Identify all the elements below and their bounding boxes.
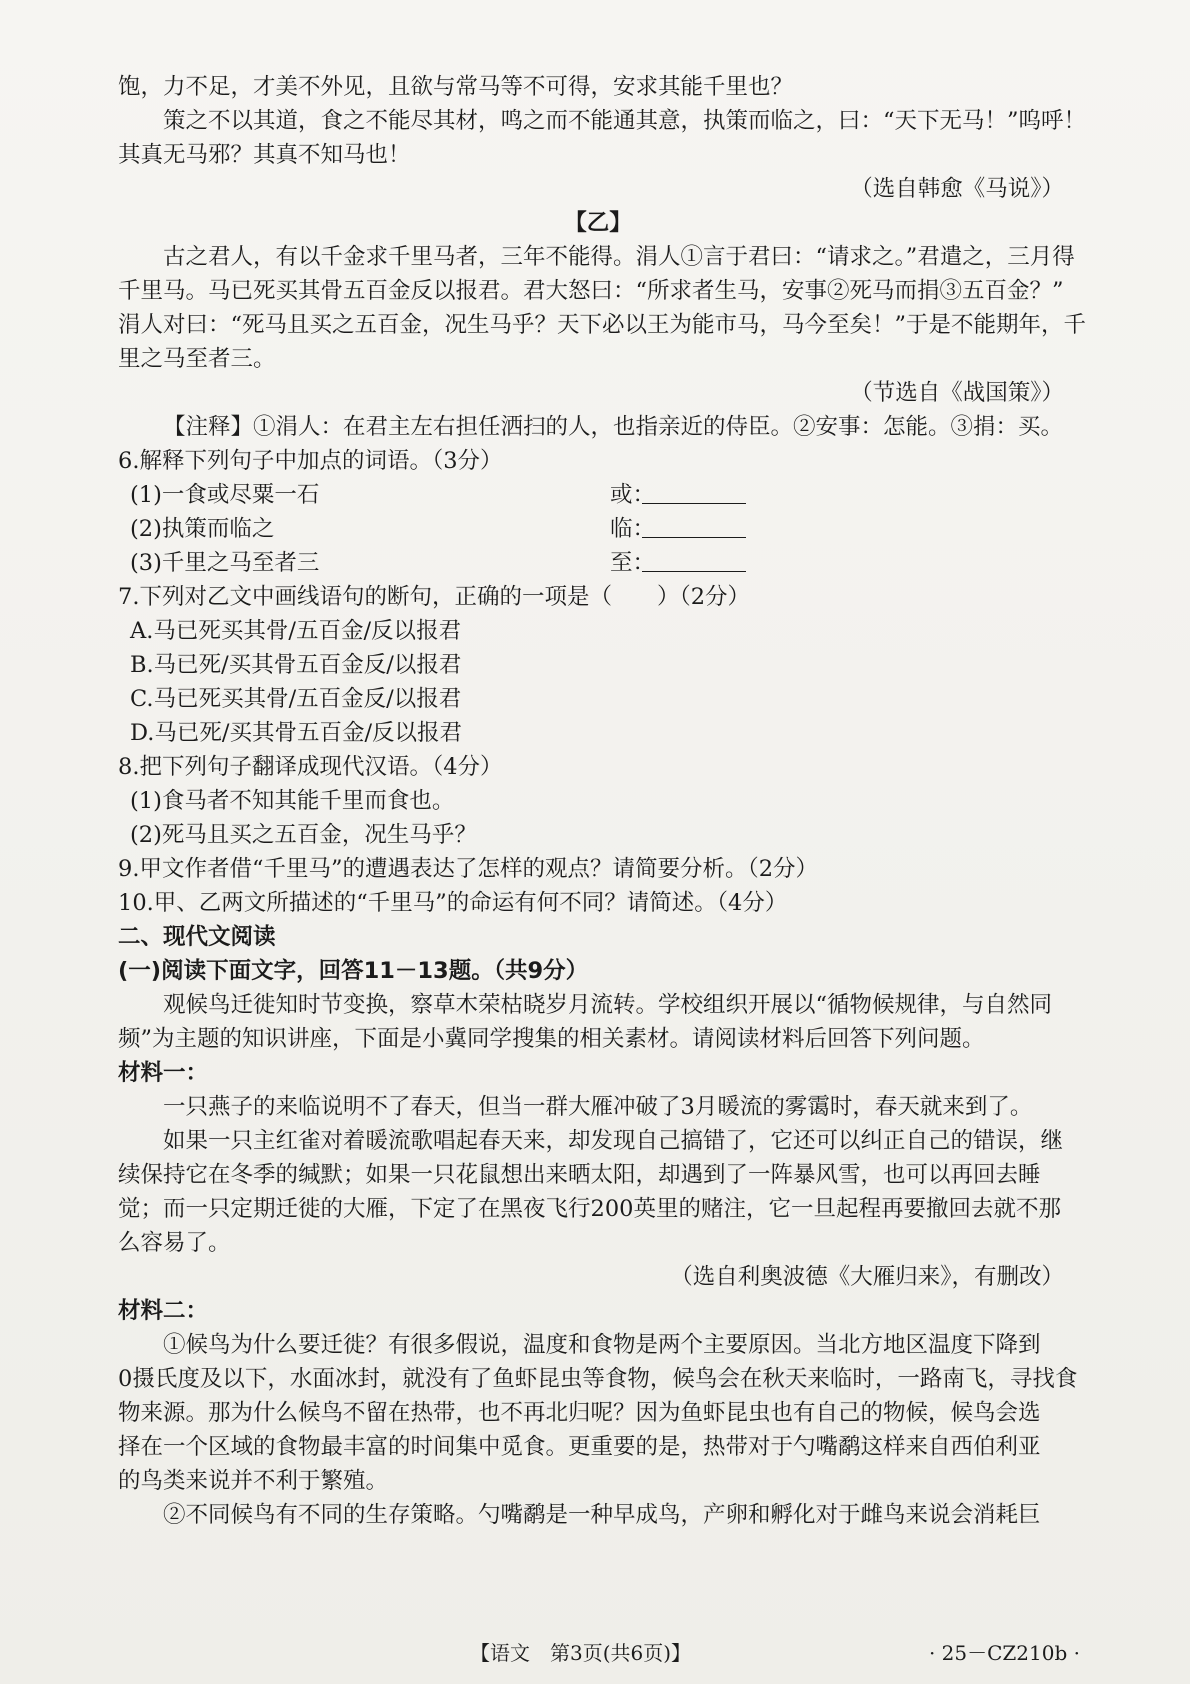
material2-line-4: 择在一个区域的食物最丰富的时间集中觅食。更重要的是，热带对于勺嘴鹬这样来自西伯利亚 xyxy=(118,1434,1041,1460)
material1-line-5: 么容易了。 xyxy=(118,1230,231,1256)
q8-item-2: (2)死马且买之五百金，况生马乎？ xyxy=(130,822,477,848)
q6-item-1-blank[interactable] xyxy=(642,503,746,504)
section2-title: 二、现代文阅读 xyxy=(118,924,276,950)
material1-line-2: 如果一只主红雀对着暖流歌唱起春天来，却发现自己搞错了，它还可以纠正自己的错误，继 xyxy=(163,1128,1064,1154)
yi-line-1: 古之君人，有以千金求千里马者，三年不能得。涓人①言于君曰：“请求之。”君遣之，三月得 xyxy=(163,244,1075,270)
q6-stem: 6.解释下列句子中加点的词语。（3分） xyxy=(118,448,503,474)
material2-line-2: 0摄氏度及以下，水面冰封，就没有了鱼虾昆虫等食物，候鸟会在秋天来临时，一路南飞，寻找食 xyxy=(118,1366,1078,1392)
section2-intro-2: 频”为主题的知识讲座，下面是小冀同学搜集的相关素材。请阅读材料后回答下列问题。 xyxy=(118,1026,985,1052)
q6-item-3-key: 至： xyxy=(610,550,656,576)
material1-title: 材料一： xyxy=(118,1060,209,1086)
q10-stem: 10.甲、乙两文所描述的“千里马”的命运有何不同？请简述。（4分） xyxy=(118,890,788,916)
q6-item-3 xyxy=(118,546,1078,580)
q7-stem: 7.下列对乙文中画线语句的断句，正确的一项是（ ）（2分） xyxy=(118,584,751,610)
q8-item-1: (1)食马者不知其能千里而食也。 xyxy=(130,788,455,814)
jia-source: （选自韩愈《马说》） xyxy=(850,176,1064,202)
section2-subtitle: (一)阅读下面文字，回答11－13题。（共9分） xyxy=(118,958,589,984)
q9-stem: 9.甲文作者借“千里马”的遭遇表达了怎样的观点？请简要分析。（2分） xyxy=(118,856,819,882)
q6-item-3-blank[interactable] xyxy=(642,571,746,572)
jia-line-3: 其真无马邪？其真不知马也！ xyxy=(118,142,411,168)
q8-stem: 8.把下列句子翻译成现代汉语。（4分） xyxy=(118,754,503,780)
yi-line-2: 千里马。马已死买其骨五百金反以报君。君大怒曰：“所求者生马，安事②死马而捐③五百金？” xyxy=(118,278,1064,304)
material1-source: （选自利奥波德《大雁归来》，有删改） xyxy=(670,1264,1064,1290)
q7-option-a: A.马已死买其骨/五百金/反以报君 xyxy=(130,618,462,644)
q6-item-3-text: (3)千里之马至者三 xyxy=(130,550,320,576)
q6-item-1 xyxy=(118,478,1078,512)
yi-source: （节选自《战国策》） xyxy=(850,380,1064,406)
page-number: 【语文 第3页(共6页)】 xyxy=(470,1641,692,1665)
q7-option-b: B.马已死/买其骨五百金反/以报君 xyxy=(130,652,462,678)
jia-line-1: 饱，力不足，才美不外见，且欲与常马等不可得，安求其能千里也？ xyxy=(118,74,794,100)
page-content xyxy=(118,70,1087,1532)
page-footer xyxy=(0,1637,1190,1667)
material2-title: 材料二： xyxy=(118,1298,209,1324)
material2-line-3: 物来源。那为什么候鸟不留在热带，也不再北归呢？因为鱼虾昆虫也有自己的物候，候鸟会选 xyxy=(118,1400,1041,1426)
q6-item-1-text: (1)一食或尽粟一石 xyxy=(130,482,320,508)
section2-intro-1: 观候鸟迁徙知时节变换，察草木荣枯晓岁月流转。学校组织开展以“循物候规律，与自然同 xyxy=(163,992,1053,1018)
exam-code: · 25－CZ210b · xyxy=(928,1641,1080,1665)
yi-notes: 【注释】①涓人：在君主左右担任洒扫的人，也指亲近的侍臣。②安事：怎能。③捐：买。 xyxy=(163,414,1064,440)
q7-option-c: C.马已死买其骨/五百金反/以报君 xyxy=(130,686,462,712)
q6-item-1-key: 或： xyxy=(610,482,656,508)
q7-option-d: D.马已死/买其骨五百金/反以报君 xyxy=(130,720,463,746)
q6-item-2-key: 临： xyxy=(610,516,656,542)
q6-item-2-text: (2)执策而临之 xyxy=(130,516,275,542)
material2-line-1: ①候鸟为什么要迁徙？有很多假说，温度和食物是两个主要原因。当北方地区温度下降到 xyxy=(163,1332,1041,1358)
yi-line-4: 里之马至者三。 xyxy=(118,346,276,372)
material1-line-3: 续保持它在冬季的缄默；如果一只花鼠想出来晒太阳，却遇到了一阵暴风雪，也可以再回去睡 xyxy=(118,1162,1041,1188)
yi-line-3: 涓人对曰：“死马且买之五百金，况生马乎？天下必以王为能市马，马今至矣！”于是不能期年，千 xyxy=(118,312,1087,338)
yi-title: 【乙】 xyxy=(564,210,632,236)
material2-line-6: ②不同候鸟有不同的生存策略。勺嘴鹬是一种早成鸟，产卵和孵化对于雌鸟来说会消耗巨 xyxy=(163,1502,1041,1528)
jia-line-2: 策之不以其道，食之不能尽其材，鸣之而不能通其意，执策而临之，曰：“天下无马！”呜呼！ xyxy=(163,108,1087,134)
material1-line-1: 一只燕子的来临说明不了春天，但当一群大雁冲破了3月暖流的雾霭时，春天就来到了。 xyxy=(163,1094,1033,1120)
q6-item-2 xyxy=(118,512,1078,546)
material1-line-4: 觉；而一只定期迁徙的大雁，下定了在黑夜飞行200英里的赌注，它一旦起程再要撤回去就不那 xyxy=(118,1196,1061,1222)
q6-item-2-blank[interactable] xyxy=(642,537,746,538)
material2-line-5: 的鸟类来说并不利于繁殖。 xyxy=(118,1468,389,1494)
